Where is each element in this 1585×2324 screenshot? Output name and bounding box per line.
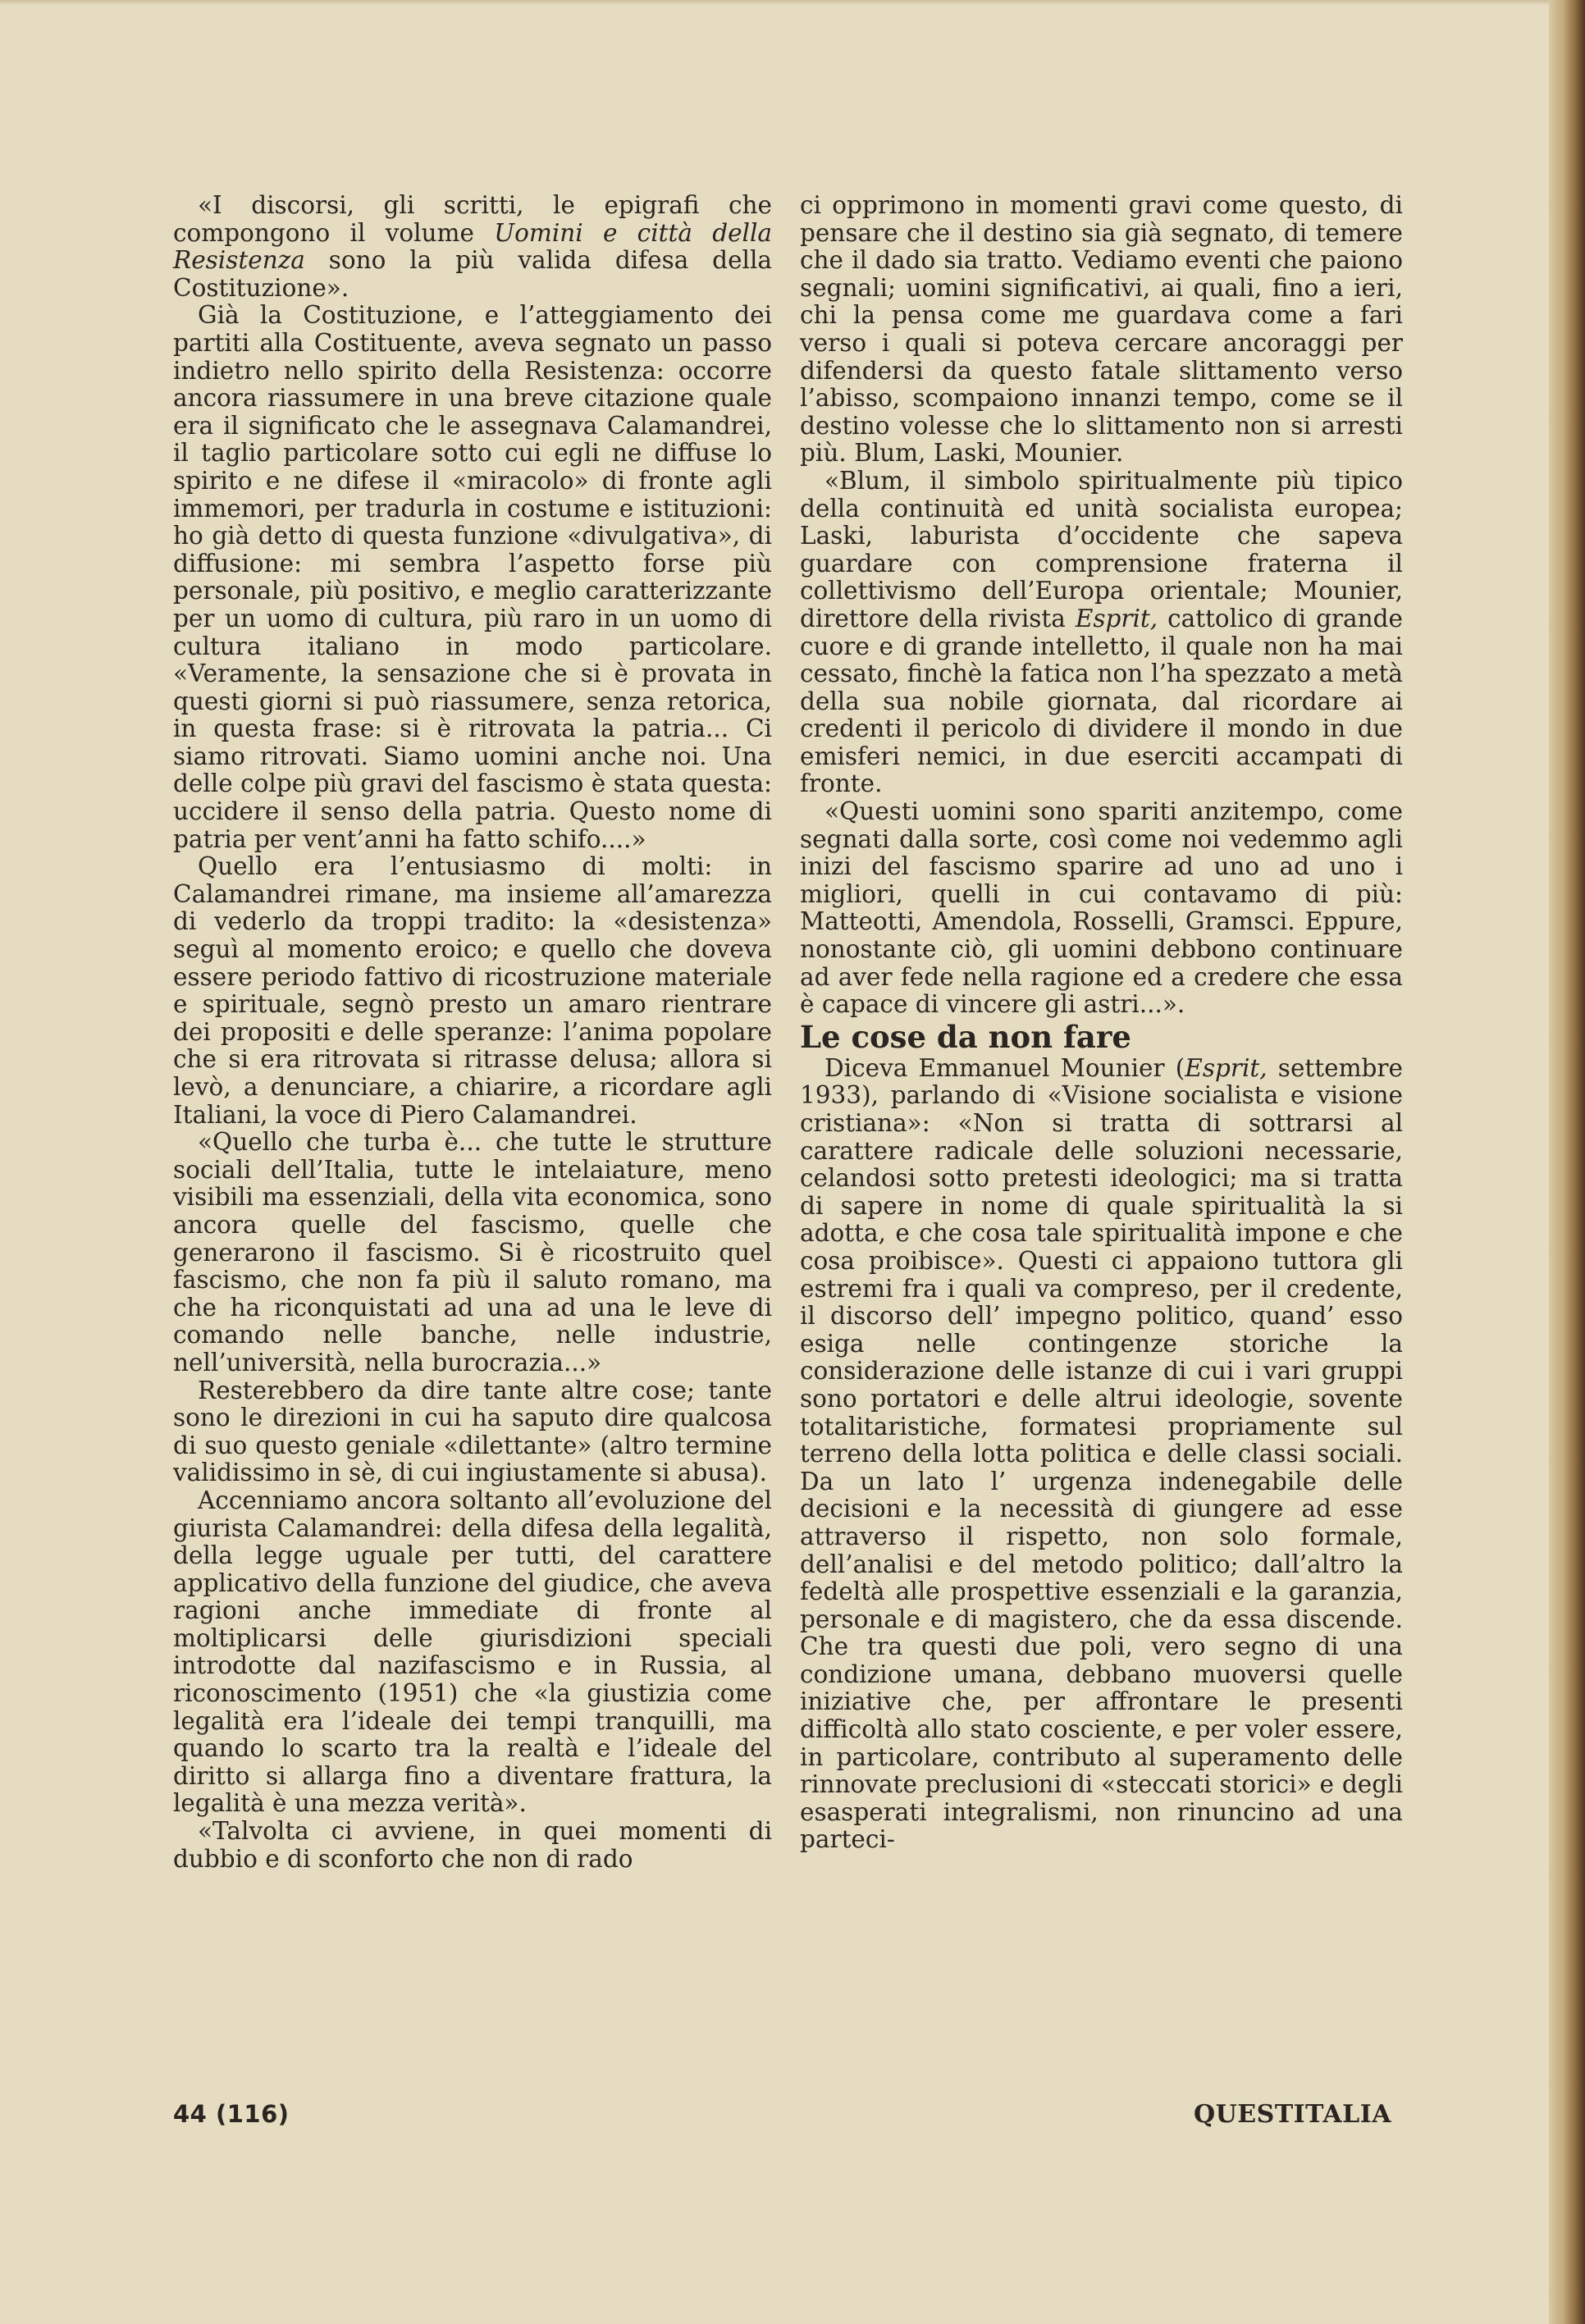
paragraph: Accenniamo ancora soltanto all’evoluzione del giurista Calamandrei: della difesa della legalità, della legge uguale per tutti, del carattere applicativo della funzione del giudice, che aveva ragioni anche immediate di fronte al moltiplicarsi delle giurisdizioni speciali introdotte dal nazifascismo e in Russia, al riconoscimento (1951) che «la giustizia come legalità era l’ideale dei tempi tranquilli, ma quando lo scarto tra la realtà e l’ideale del diritto si allarga fino a diventare frattura, la legalità è una mezza verità».	[173, 1486, 772, 1818]
page-binding-edge	[1549, 0, 1585, 2324]
magazine-title: Esprit,	[1075, 604, 1158, 632]
section-heading: Le cose da non fare	[800, 1018, 1131, 1055]
page-top-shadow	[0, 0, 1585, 5]
magazine-name: QUESTITALIA	[1194, 2100, 1392, 2129]
paragraph	[173, 192, 772, 302]
paragraph: «Quello che turba è... che tutte le strutture sociali dell’Italia, tutte le intelaiature, meno visibili ma essenziali, della vita economica, sono ancora quelle del fascismo, quelle che generarono il fascismo. Si è ricostruito quel fascismo, che non fa più il saluto romano, ma che ha riconquistati ad una ad una le leve di comando nelle banche, nelle industrie, nell’università, nella burocrazia...»	[173, 1128, 772, 1377]
paragraph: Già la Costituzione, e l’atteggiamento dei partiti alla Costituente, aveva segnato un passo indietro nello spirito della Resistenza: occorre ancora riassumere in una breve citazione quale era il significato che le assegnava Calamandrei, il taglio particolare sotto cui egli ne diffuse lo spirito e ne difese il «miracolo» di fronte agli immemori, per tradurla in costume e istituzioni: ho già detto di questa funzione «divulgativa», di diffusione: mi sembra l’aspetto forse più personale, più positivo, e meglio caratterizzante per un uomo di cultura, più raro in un uomo di cultura italiano in modo particolare. «Veramente, la sensazione che si è provata in questi giorni si può riassumere, senza retorica, in questa frase: si è ritrovata la patria... Ci siamo ritrovati. Siamo uomini anche noi. Una delle colpe più gravi del fascismo è stata questa: uccidere il senso della patria. Questo nome di patria per vent’anni ha fatto schifo....»	[173, 301, 772, 853]
paragraph-text: Diceva Emmanuel Mounier (	[824, 1053, 1185, 1082]
paragraph-text: settembre 1933), parlando di «Visione socialista e visione cristiana»: «Non si tratta di sottrarsi al carattere radicale delle soluzioni necessarie, celandosi sotto pretesti ideologici; ma si tratta di sapere in nome di quale spiritualità la si adotta, e che cosa tale spiritualità impone e che cosa proibisce». Questi ci appaiono tuttora gli estremi fra i quali va compreso, per il credente, il discorso dell’ impegno politico, quand’ esso esiga nelle contingenze storiche la considerazione delle istanze di cui i vari gruppi sono portatori e delle altrui ideologie, sovente totalitaristiche, formatesi propriamente sul terreno della lotta politica e delle classi sociali. Da un lato l’ urgenza indenegabile delle decisioni e la necessità di giungere ad esse attraverso il rispetto, non solo formale, dell’analisi e del metodo politico; dall’altro la fedeltà alle prospettive essenziali e la garanzia, personale e di magistero, che da essa discende. Che tra questi due poli, vero segno di una condizione umana, debbano muoversi quelle iniziative che, per affrontare le presenti difficoltà allo stato cosciente, e per voler essere, in particolare, contributo al superamento delle rinnovate preclusioni di «steccati storici» e degli esasperati integralismi, non rinuncino ad una parteci-	[800, 1053, 1403, 1854]
paragraph: Resterebbero da dire tante altre cose; tante sono le direzioni in cui ha saputo dire qualcosa di suo questo geniale «dilettante» (altro termine validissimo in sè, di cui ingiustamente si abusa).	[173, 1376, 772, 1487]
paragraph	[800, 1055, 1403, 1854]
paragraph: Quello era l’entusiasmo di molti: in Calamandrei rimane, ma insieme all’amarezza di vederlo da troppi tradito: la «desistenza» seguì al momento eroico; e quello che doveva essere periodo fattivo di ricostruzione materiale e spirituale, segnò presto un amaro rientrare dei propositi e delle speranze: l’anima popolare che si era ritrovata si ritrasse delusa; allora si levò, a denunciare, a chiarire, a ricordare agli Italiani, la voce di Piero Calamandrei.	[173, 852, 772, 1129]
left-column	[173, 192, 772, 1873]
paragraph: ci opprimono in momenti gravi come questo, di pensare che il destino sia già segnato, di temere che il dado sia tratto. Vediamo eventi che paiono segnali; uomini significativi, ai quali, fino a ieri, chi la pensa come me guardava come a fari verso i quali si poteva cercare ancoraggi per difendersi da questo fatale slittamento verso l’abisso, scompaiono innanzi tempo, come se il destino volesse che lo slittamento non si arresti più. Blum, Laski, Mounier.	[800, 191, 1403, 468]
right-column	[800, 192, 1403, 1854]
paragraph-text: sono la più valida difesa della Costituzione».	[173, 246, 772, 302]
magazine-title: Esprit,	[1185, 1053, 1268, 1082]
page-number: 44 (116)	[173, 2100, 290, 2128]
paragraph: «Questi uomini sono spariti anzitempo, come segnati dalla sorte, così come noi vedemmo agli inizi del fascismo sparire ad uno ad uno i migliori, quelli in cui contavamo di più: Matteotti, Amendola, Rosselli, Gramsci. Eppure, nonostante ciò, gli uomini debbono continuare ad aver fede nella ragione ed a credere che essa è capace di vincere gli astri...».	[800, 797, 1403, 1019]
book-title: Uomini e città della Resistenza	[173, 218, 772, 275]
paragraph: «Talvolta ci avviene, in quei momenti di dubbio e di sconforto che non di rado	[173, 1817, 772, 1873]
paragraph-text: cattolico di grande cuore e di grande intelletto, il quale non ha mai cessato, finchè la fatica non l’ha spezzato a metà della sua nobile giornata, dal ricordare ai credenti il pericolo di dividere il mondo in due emisferi nemici, in due eserciti accampati di fronte.	[800, 604, 1403, 798]
paragraph	[800, 468, 1403, 798]
paragraph-text: «Blum, il simbolo spiritualmente più tipico della continuità ed unità socialista europea; Laski, laburista d’occidente che sapeva guardare con comprensione fraterna il collettivismo dell’Europa orientale; Mounier, direttore della rivista	[800, 466, 1403, 632]
paragraph-text: «I discorsi, gli scritti, le epigrafi che compongono il volume	[173, 191, 772, 247]
